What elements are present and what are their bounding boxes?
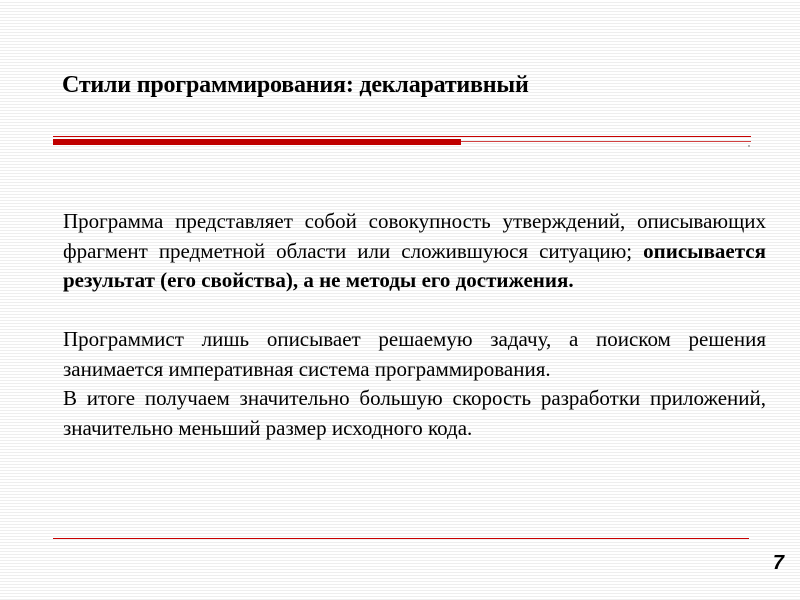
paragraph-programmer-role: Программист лишь описывает решаемую задачу, а поиском решения занимается императивная система программирования. bbox=[63, 327, 766, 381]
paragraph-result: В итоге получаем значительно большую скорость разработки приложений, значительно меньший размер исходного кода. bbox=[63, 386, 766, 440]
title-rule-thick bbox=[53, 139, 461, 145]
slide-number: 7 bbox=[772, 552, 784, 574]
slide-body bbox=[63, 207, 766, 443]
title-rule-tail bbox=[461, 141, 751, 142]
paragraph-definition-regular: Программа представляет собой совокупность утверждений, описывающих фрагмент предметной области или сложившуюся ситуацию; bbox=[63, 209, 766, 263]
title-rule-dot bbox=[748, 145, 750, 147]
title-rule-thin bbox=[53, 136, 751, 137]
paragraph-gap bbox=[63, 296, 766, 326]
paragraph-definition-bold: описывается результат (его свойства), а не методы его достижения. bbox=[63, 238, 766, 292]
footer-rule bbox=[53, 538, 749, 539]
paragraph-declarative-definition bbox=[63, 207, 766, 296]
slide-title: Стили программирования: декларативный bbox=[62, 72, 529, 98]
